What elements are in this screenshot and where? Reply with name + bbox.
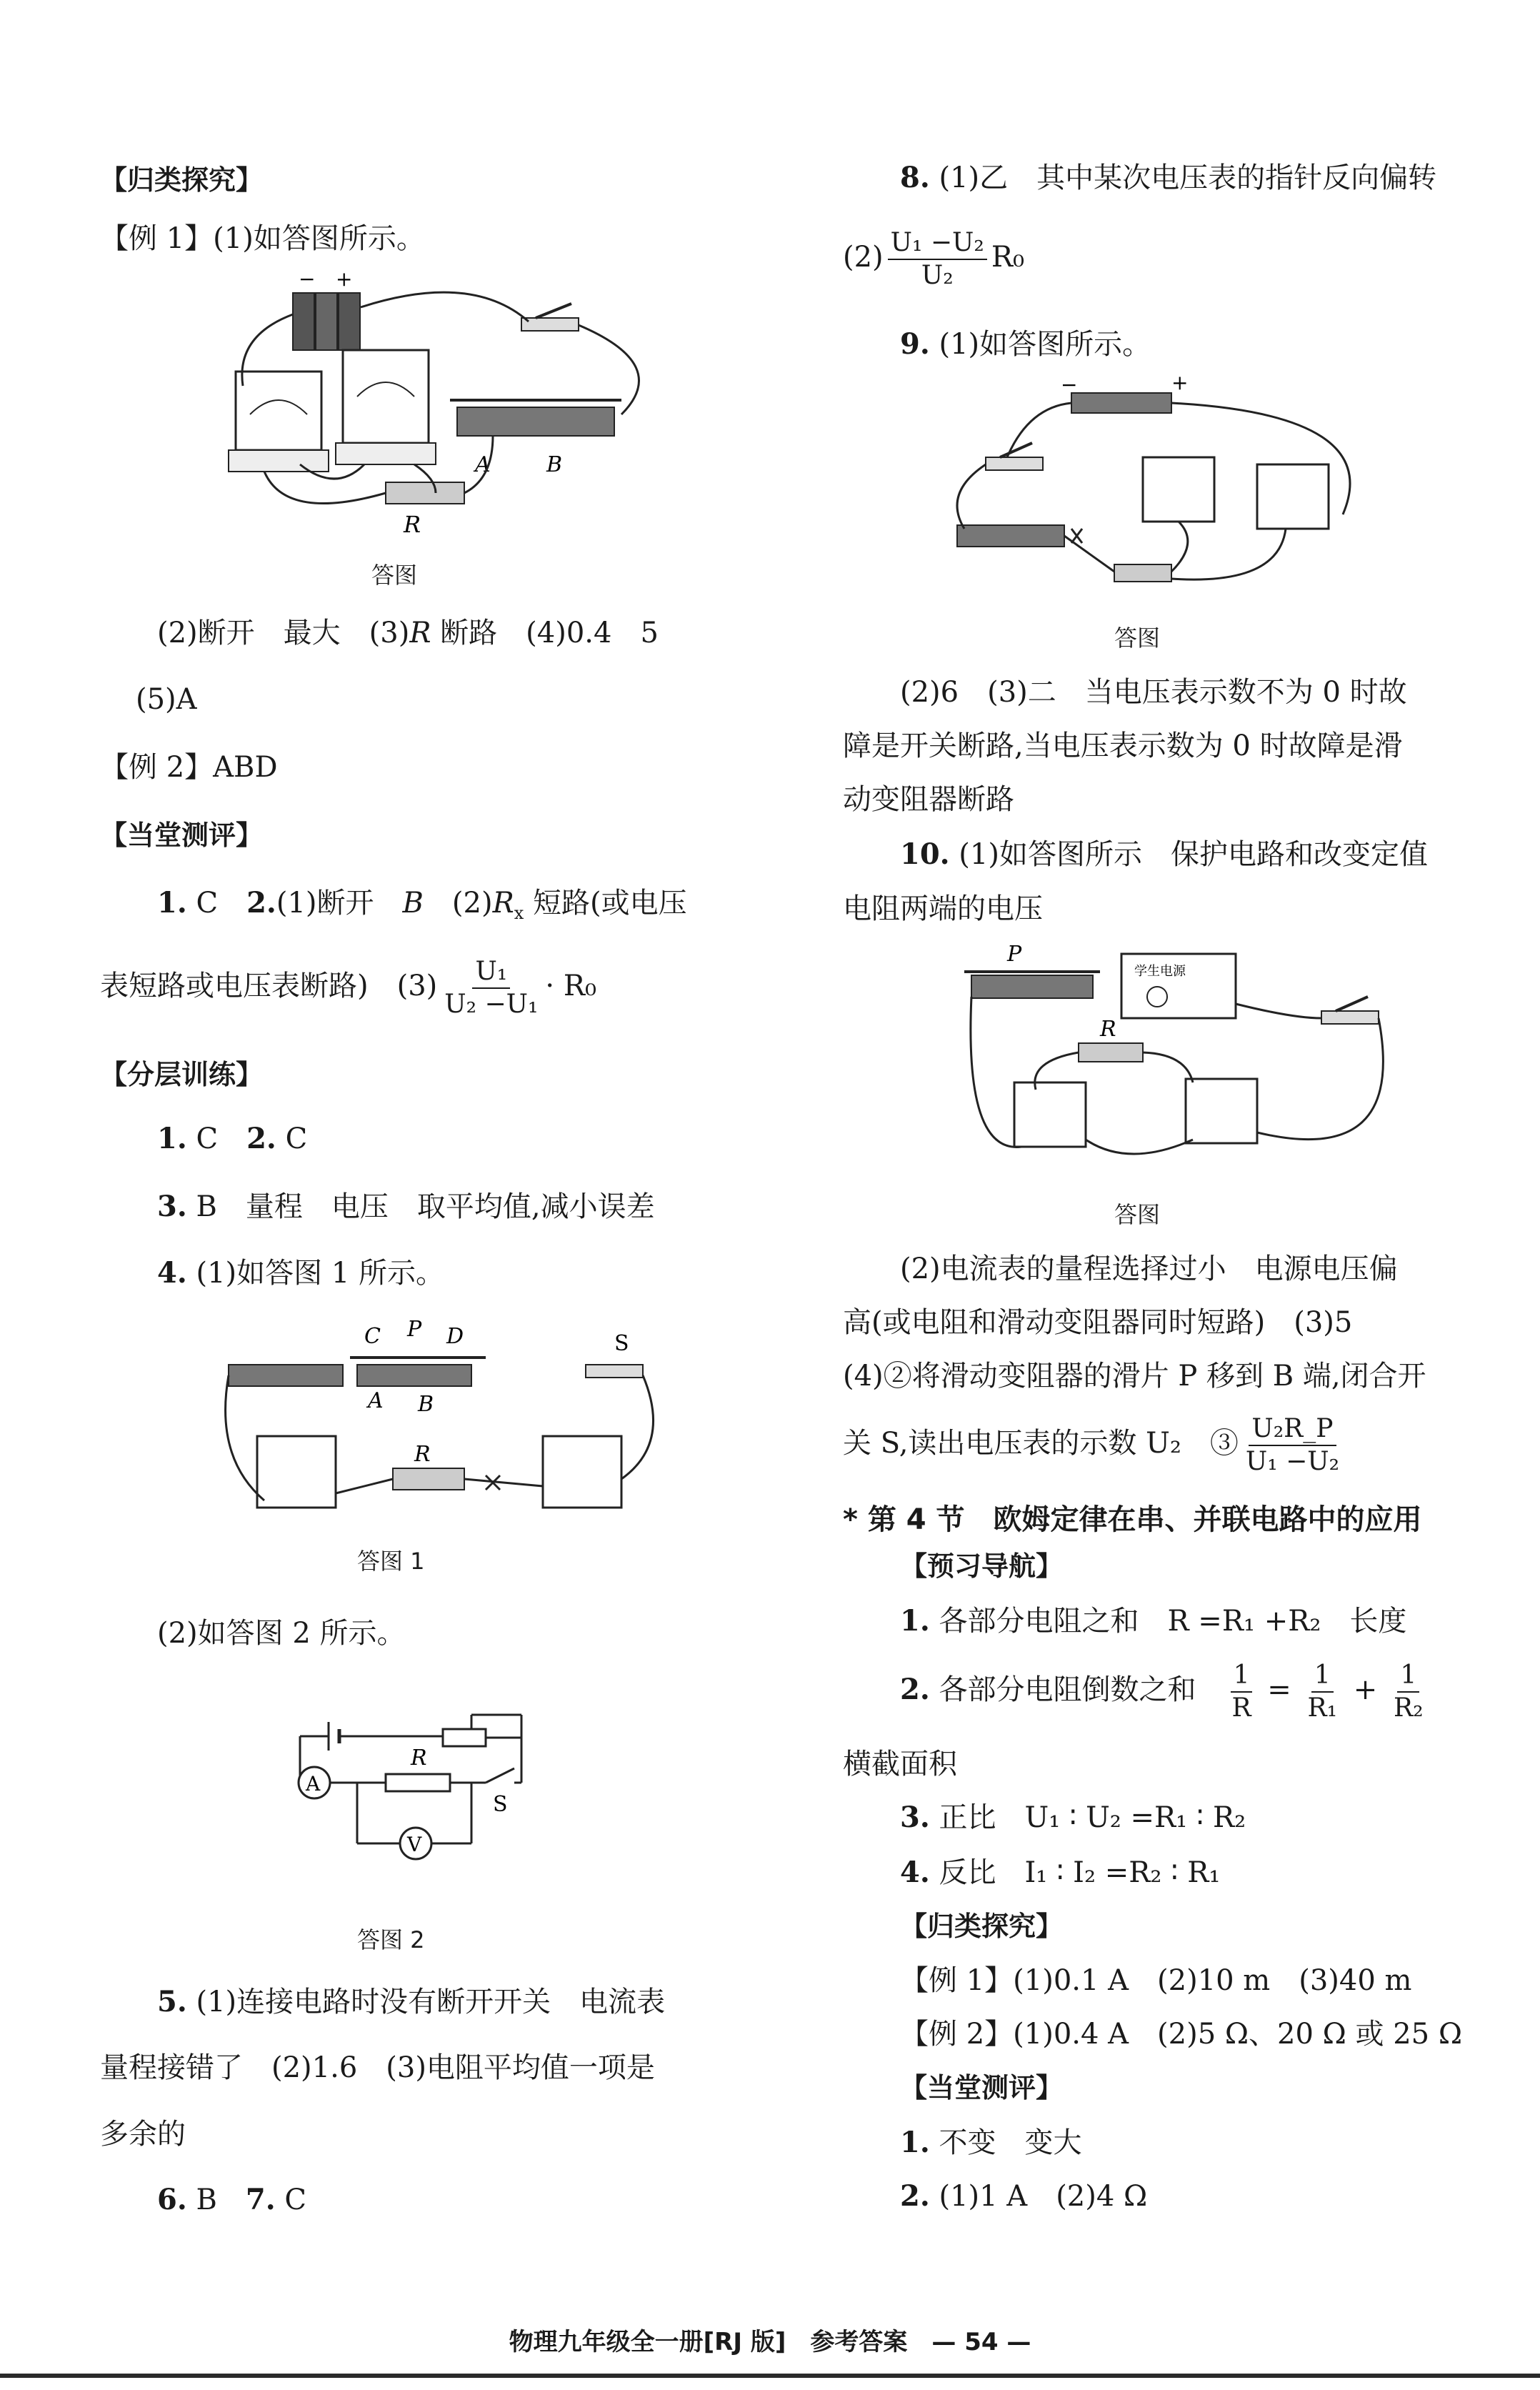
r8b-tail: R₀: [991, 241, 1024, 274]
layered-q6-q7: [157, 2183, 306, 2217]
test2-q2: [900, 2179, 1147, 2214]
fig2-a-label: A: [368, 1388, 384, 1413]
q10-part1: [900, 837, 1428, 872]
p1-number: 1.: [900, 1604, 930, 1638]
q2-r: R: [492, 887, 514, 920]
t6-answer: B: [186, 2184, 246, 2216]
t3-number: 3.: [157, 1190, 187, 1223]
test-q2-cont: [100, 954, 596, 1020]
r10-answer: (1)如答图所示 保护电路和改变定值: [949, 838, 1428, 871]
circuit-figure-1: [221, 264, 679, 536]
circuit-figure-3: [271, 1701, 557, 1886]
fig2-d-label: D: [446, 1324, 464, 1349]
p2-frac1: [1229, 1660, 1254, 1724]
layered-q3: [157, 1190, 655, 1224]
q2-frac-bot: U₂ −U₁: [444, 990, 539, 1019]
q2-frac-top: U₁: [472, 956, 510, 989]
preview-q2-cont: 横截面积: [843, 1748, 957, 1781]
t2-number: 2.: [246, 1122, 276, 1155]
figure-2-caption: 答图 1: [357, 1548, 425, 1575]
p2-number: 2.: [900, 1673, 930, 1706]
p2-answer: 各部分电阻倒数之和: [929, 1673, 1225, 1706]
t4-number: 4.: [157, 1256, 187, 1290]
p2-equals: =: [1258, 1673, 1301, 1706]
bottom-rule: [0, 2374, 1540, 2378]
fig3-r-label: R: [411, 1746, 427, 1771]
t5-answer: (1)连接电路时没有断开开关 电流表: [186, 1986, 666, 2018]
t2-answer: C: [276, 1122, 308, 1155]
page-footer: 物理九年级全一册[RJ 版] 参考答案 — 54 —: [509, 2328, 1031, 2356]
r8b-frac-top: U₁ −U₂: [888, 227, 987, 260]
q2-part2: (2): [423, 887, 493, 920]
r10f-frac-top: U₂R_P: [1249, 1413, 1336, 1446]
r8-answer: (1)乙 其中某次电压表的指针反向偏转: [929, 161, 1437, 194]
t3-answer: B 量程 电压 取平均值,减小误差: [186, 1190, 655, 1223]
p3-answer: 正比 U₁ ∶ U₂ =R₁ ∶ R₂: [929, 1801, 1246, 1834]
r10f-fraction: [1243, 1413, 1342, 1478]
c1-number: 1.: [900, 2126, 930, 2159]
fig3-ammeter-label: A: [306, 1772, 321, 1796]
circuit-figure-4: [943, 372, 1400, 600]
fig3-s-label: S: [493, 1792, 508, 1817]
figure-5-caption: 答图: [1114, 1201, 1161, 1228]
fig5-source-label: 学生电源: [1134, 964, 1186, 979]
q10-part6: [843, 1411, 1346, 1478]
fig2-r-label: R: [414, 1442, 431, 1467]
p2-frac2: [1305, 1660, 1341, 1724]
section-heading-classify: 【归类探究】: [100, 164, 264, 196]
q10-part4: 高(或电阻和滑动变阻器同时短路) (3)5: [843, 1306, 1353, 1339]
q2-part3: 短路(或电压: [524, 887, 687, 920]
test-q1-q2: [157, 886, 687, 930]
t5-number: 5.: [157, 1985, 187, 2018]
t4-answer: (1)如答图 1 所示。: [186, 1257, 445, 1290]
example-1-part2: [157, 616, 659, 650]
layered-q4-part2: (2)如答图 2 所示。: [157, 1617, 406, 1650]
fig5-r-label: R: [1100, 1017, 1116, 1042]
q2-tail: · R₀: [545, 970, 597, 1002]
p2-f1-top: 1: [1231, 1660, 1253, 1693]
preview-q4: [900, 1856, 1220, 1890]
p3-number: 3.: [900, 1801, 930, 1834]
p4-answer: 反比 I₁ ∶ I₂ =R₂ ∶ R₁: [929, 1856, 1221, 1889]
figure-4-caption: 答图: [1114, 624, 1161, 652]
fig2-b-label: B: [418, 1392, 434, 1417]
example-2: 【例 2】ABD: [100, 751, 278, 784]
t7-answer: C: [275, 2184, 306, 2216]
example-1-part2-text2: 断路 (4)0.4 5: [431, 617, 659, 649]
r8b-text: (2): [843, 241, 884, 274]
q2-number: 2.: [246, 886, 276, 920]
q1-answer: C: [186, 887, 247, 920]
q8-part2: [843, 225, 1024, 292]
q9-part2: (2)6 (3)二 当电压表示数不为 0 时故: [900, 676, 1407, 709]
layered-q1-q2: [157, 1122, 307, 1156]
p2-f3-bot: R₂: [1394, 1693, 1424, 1723]
r10f-text: 关 S,读出电压表的示数 U₂ ③: [843, 1427, 1239, 1460]
q10-part2: 电阻两端的电压: [843, 892, 1043, 925]
rheostat-b-label: B: [546, 452, 563, 477]
layered-q5: [157, 1985, 665, 2019]
t1-answer: C: [186, 1122, 247, 1155]
fig3-voltmeter-label: V: [407, 1833, 422, 1856]
r9-answer: (1)如答图所示。: [929, 328, 1151, 361]
q9-part4: 动变阻器断路: [843, 783, 1014, 816]
section-heading-test: 【当堂测评】: [100, 820, 264, 851]
q2-fraction: [441, 956, 541, 1020]
q10-part3: (2)电流表的量程选择过小 电源电压偏: [900, 1253, 1398, 1285]
p1-answer: 各部分电阻之和 R =R₁ +R₂ 长度: [929, 1605, 1407, 1638]
c2-number: 2.: [900, 2179, 930, 2213]
p2-plus: +: [1344, 1673, 1387, 1706]
example-1-part2-text: (2)断开 最大 (3): [157, 617, 410, 649]
q9-part1: [900, 327, 1151, 362]
section-4-title: * 第 4 节 欧姆定律在串、并联电路中的应用: [843, 1503, 1422, 1536]
q2-b: B: [402, 887, 424, 920]
rheostat-a-label: A: [475, 452, 491, 477]
p2-f2-bot: R₁: [1307, 1693, 1338, 1723]
fig4-plus-label: +: [1171, 372, 1189, 394]
preview-q2: [900, 1658, 1431, 1724]
c1-answer: 不变 变大: [929, 2126, 1082, 2159]
q2-part1: (1)断开: [276, 887, 403, 920]
example-1-part1: 【例 1】(1)如答图所示。: [100, 222, 425, 255]
p2-f2-top: 1: [1311, 1660, 1334, 1693]
r8-number: 8.: [900, 161, 930, 194]
example-1-part2-r: R: [409, 617, 431, 649]
r8b-fraction: [888, 227, 987, 292]
layered-q5-cont2: 多余的: [100, 2118, 186, 2151]
t7-number: 7.: [245, 2183, 276, 2216]
layered-q4: [157, 1256, 444, 1290]
p2-frac3: [1391, 1660, 1426, 1724]
q9-part3: 障是开关断路,当电压表示数为 0 时故障是滑: [843, 730, 1403, 762]
section-heading-preview: 【预习导航】: [900, 1550, 1064, 1582]
example-1-part3: (5)A: [136, 683, 197, 716]
battery-minus-label: −: [299, 267, 316, 291]
r10-number: 10.: [900, 837, 950, 871]
figure-3-caption: 答图 2: [357, 1926, 425, 1953]
battery-plus-label: +: [336, 267, 353, 291]
fig2-p-label: P: [407, 1317, 422, 1342]
resistor-r-label: R: [404, 511, 421, 536]
fig2-c-label: C: [364, 1324, 381, 1349]
r9-number: 9.: [900, 327, 930, 361]
c2-answer: (1)1 A (2)4 Ω: [929, 2180, 1148, 2213]
t6-number: 6.: [157, 2183, 187, 2216]
circuit-figure-2: [214, 1315, 671, 1529]
section-heading-classify-2: 【归类探究】: [900, 1911, 1064, 1942]
preview-q3: [900, 1801, 1246, 1835]
preview-q1: [900, 1604, 1406, 1638]
r8b-frac-bot: U₂: [921, 261, 954, 290]
fig5-p-label: P: [1007, 942, 1022, 967]
circuit-figure-5: [950, 940, 1407, 1182]
p4-number: 4.: [900, 1856, 930, 1889]
classify-example-1: 【例 1】(1)0.1 A (2)10 m (3)40 m: [900, 1964, 1412, 1997]
q10-part5: (4)②将滑动变阻器的滑片 P 移到 B 端,闭合开: [843, 1360, 1426, 1393]
p2-f3-top: 1: [1397, 1660, 1419, 1693]
r10f-frac-bot: U₁ −U₂: [1245, 1447, 1340, 1476]
figure-1-caption: 答图: [371, 562, 418, 589]
t1-number: 1.: [157, 1122, 187, 1155]
test2-q1: [900, 2126, 1081, 2160]
section-heading-test-2: 【当堂测评】: [900, 2072, 1064, 2103]
fig4-minus-label: −: [1061, 373, 1078, 397]
layered-q5-cont1: 量程接错了 (2)1.6 (3)电阻平均值一项是: [100, 2051, 655, 2084]
q2-part4: 表短路或电压表断路) (3): [100, 970, 438, 1002]
q8-part1: [900, 161, 1436, 195]
q2-r-sub: x: [514, 903, 524, 923]
p2-f1-bot: R: [1231, 1693, 1251, 1723]
fig2-s-label: S: [614, 1331, 629, 1356]
section-heading-layered: 【分层训练】: [100, 1059, 264, 1090]
q1-number: 1.: [157, 886, 187, 920]
classify-example-2: 【例 2】(1)0.4 A (2)5 Ω、20 Ω 或 25 Ω: [900, 2018, 1463, 2051]
